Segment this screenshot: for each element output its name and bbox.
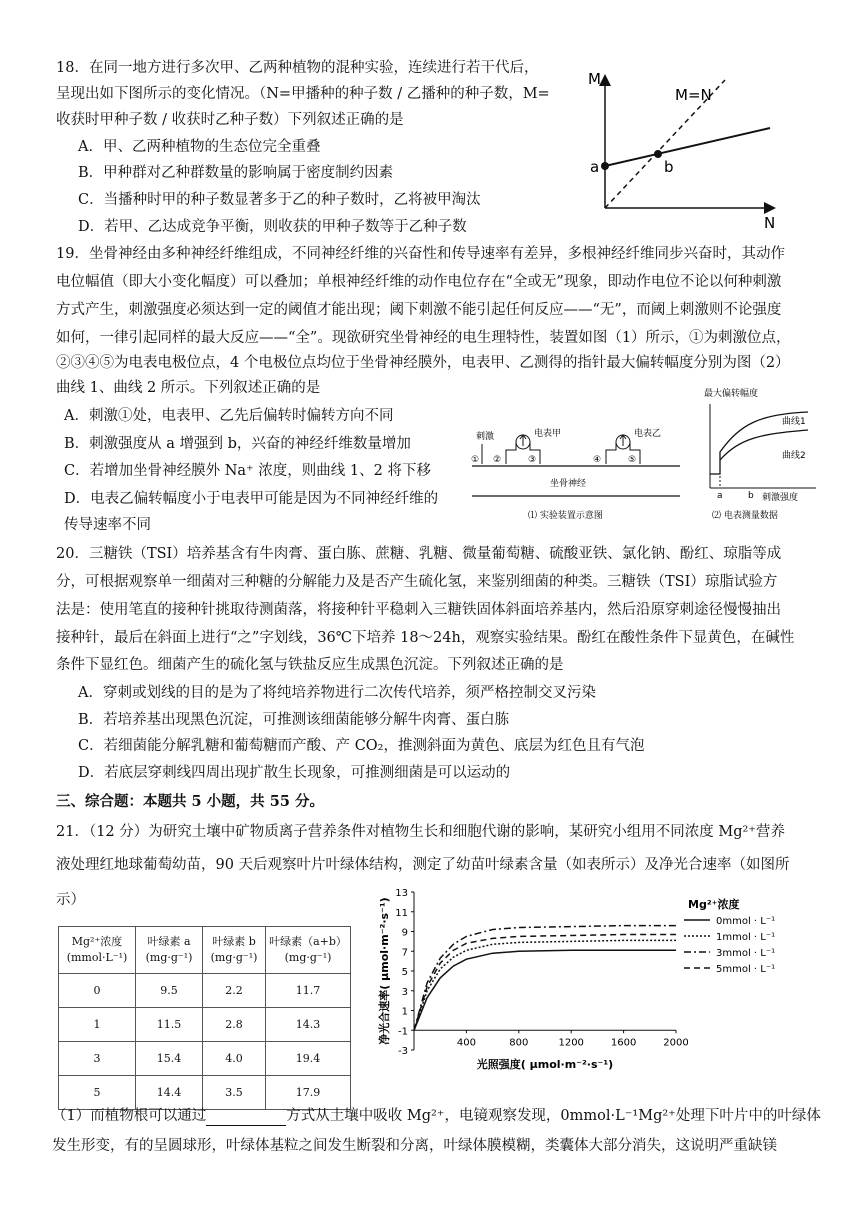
q19-option-c: C．若增加坐骨神经膜外 Na⁺ 浓度，则曲线 1、2 将下移 <box>64 463 431 479</box>
chlorophyll-table <box>58 926 351 1110</box>
q19-curve-figure <box>700 384 822 526</box>
table-header-row <box>59 927 351 974</box>
q20-line-3: 法是：使用笔直的接种针挑取待测菌落，将接种针平稳刺入三糖铁固体斜面培养基内，然后沿原穿刺途径慢慢抽出 <box>56 602 781 618</box>
point-5: ⑤ <box>628 455 637 465</box>
answer-blank[interactable] <box>206 1111 286 1126</box>
table-row: 3 15.4 4.0 19.4 <box>59 1042 351 1076</box>
point-2: ② <box>493 455 502 465</box>
x-tick-label: 400 <box>456 1037 476 1049</box>
q19-option-d-cont: 传导速率不同 <box>64 517 151 533</box>
x-axis-title: 光照强度( μmol·m⁻²·s⁻¹) <box>476 1058 614 1071</box>
section-3-heading: 三、综合题：本题共 5 小题，共 55 分。 <box>56 793 324 810</box>
y-tick-label: 3 <box>401 986 408 998</box>
graph-n-label: N <box>764 214 776 232</box>
legend-item: 5mmol · L⁻¹ <box>716 964 776 975</box>
table-header: 叶绿素（a+b） (mg·g⁻¹) <box>266 927 351 974</box>
y-tick-label: 7 <box>401 947 408 959</box>
series-line-3 <box>414 935 676 1031</box>
q19-apparatus-figure <box>468 424 690 524</box>
fig2-b: b <box>748 491 754 501</box>
q21-line-2: 液处理红地球葡萄幼苗，90 天后观察叶片叶绿体结构，测定了幼苗叶绿素含量（如表所示）及净光合速率（如图所 <box>56 857 790 873</box>
q18-option-d: D．若甲、乙达成竞争平衡，则收获的甲种子数等于乙种子数 <box>78 219 467 235</box>
q19-line-4: 如何，一律引起同样的最大反应——“全”。现欲研究坐骨神经的电生理特性，装置如图（1）所示，①为刺激位点， <box>56 330 791 346</box>
y-tick-label: -3 <box>398 1046 408 1057</box>
y-tick-label: 5 <box>401 967 408 978</box>
curve-2-label: 曲线2 <box>782 451 806 461</box>
x-tick-label: 1600 <box>610 1037 637 1049</box>
point-3: ③ <box>528 455 537 465</box>
stim-label: 刺激 <box>476 432 495 442</box>
x-tick-label: 2000 <box>663 1037 689 1049</box>
q19-line-6: 曲线 1、曲线 2 所示。下列叙述正确的是 <box>56 380 321 396</box>
fig2-a: a <box>717 491 723 501</box>
fig2-ylabel: 最大偏转幅度 <box>704 389 759 399</box>
meter-yi-label: 电表乙 <box>634 429 662 439</box>
q18-option-a: A．甲、乙两种植物的生态位完全重叠 <box>78 139 321 155</box>
q20-option-d: D．若底层穿刺线四周出现扩散生长现象，可推测细菌是可以运动的 <box>78 765 511 781</box>
q19-option-b: B．刺激强度从 a 增强到 b，兴奋的神经纤维数量增加 <box>64 436 411 452</box>
q18-graph <box>580 60 800 240</box>
q21-line-1: 21．（12 分）为研究土壤中矿物质离子营养条件对植物生长和细胞代谢的影响，某研究小组用不同浓度 Mg²⁺营养 <box>56 824 785 840</box>
graph-m-label: M <box>588 70 601 88</box>
curve-1-label: 曲线1 <box>782 417 806 427</box>
x-tick-label: 1200 <box>558 1037 584 1049</box>
q19-option-a: A．刺激①处，电表甲、乙先后偏转时偏转方向不同 <box>64 408 394 424</box>
table-header: 叶绿素 b (mg·g⁻¹) <box>203 927 266 974</box>
q20-option-a: A．穿刺或划线的目的是为了将纯培养物进行二次传代培养，须严格控制交叉污染 <box>78 685 596 701</box>
q18-option-b: B．甲种群对乙种群数量的影响属于密度制约因素 <box>78 165 394 181</box>
legend-item: 1mmol · L⁻¹ <box>716 932 776 943</box>
graph-b-label: b <box>664 158 674 176</box>
fig1-caption: ⑴ 实验装置示意图 <box>528 511 603 521</box>
legend-item: 3mmol · L⁻¹ <box>716 948 776 959</box>
table-header: 叶绿素 a (mg·g⁻¹) <box>136 927 203 974</box>
q18-line-2: 呈现出如下图所示的变化情况。（N=甲播种的种子数 / 乙播种的种子数，M= <box>56 86 550 102</box>
y-tick-label: 1 <box>401 1006 408 1018</box>
x-tick-label: 800 <box>509 1037 529 1049</box>
q21-sub1-line-1: （1）而植物根可以通过 方式从土壤中吸收 Mg²⁺，电镜观察发现，0mmol·L⁻¹Mg²⁺处理下叶片中的叶绿体 <box>52 1108 821 1124</box>
y-tick-label: -1 <box>398 1026 408 1038</box>
q21-line-3: 示） <box>56 892 85 908</box>
table-row: 5 14.4 3.5 17.9 <box>59 1076 351 1110</box>
q20-line-2: 分，可根据观察单一细菌对三种糖的分解能力及是否产生硫化氢，来鉴别细菌的种类。三糖铁（TSI）琼脂试验方 <box>56 574 778 590</box>
series-line-2 <box>414 926 676 1031</box>
photosynthesis-chart <box>370 880 810 1090</box>
q19-line-5: ②③④⑤为电表电极位点，4 个电极位点均位于坐骨神经膜外，电表甲、乙测得的指针最大偏转幅度分别为图（2） <box>56 355 790 371</box>
q18-line-1: 18．在同一地方进行多次甲、乙两种植物的混种实验，连续进行若干代后， <box>56 60 539 76</box>
nerve-label: 坐骨神经 <box>550 479 587 489</box>
q18-option-c: C．当播种时甲的种子数显著多于乙的种子数时，乙将被甲淘汰 <box>78 192 481 208</box>
meter-jia-label: 电表甲 <box>534 429 562 439</box>
graph-a-label: a <box>590 158 600 176</box>
legend-title: Mg²⁺浓度 <box>688 898 740 911</box>
table-header: Mg²⁺浓度 (mmol·L⁻¹) <box>59 927 136 974</box>
table-row: 0 9.5 2.2 11.7 <box>59 974 351 1008</box>
q19-line-1: 19．坐骨神经由多种神经纤维组成，不同神经纤维的兴奋性和传导速率有差异，多根神经纤维同步兴奋时，其动作 <box>56 246 785 262</box>
point-4: ④ <box>593 455 602 465</box>
q21-sub1-line-2: 发生形变，有的呈圆球形，叶绿体基粒之间发生断裂和分离，叶绿体膜模糊，类囊体大部分消失，这说明严重缺镁 <box>52 1138 777 1154</box>
fig2-caption: ⑵ 电表测量数据 <box>712 511 778 521</box>
q19-line-3: 方式产生，刺激强度必须达到一定的阈值才能出现；阈下刺激不能引起任何反应——“无”，而阈上刺激则不论强度 <box>56 302 782 318</box>
y-tick-label: 11 <box>395 907 408 919</box>
q20-line-4: 接种针，最后在斜面上进行“之”字划线，36℃下培养 18～24h，观察实验结果。酚红在酸性条件下显黄色，在碱性 <box>56 630 795 646</box>
q20-option-c: C．若细菌能分解乳糖和葡萄糖而产酸、产 CO₂，推测斜面为黄色、底层为红色且有气泡 <box>78 738 645 754</box>
legend-item: 0mmol · L⁻¹ <box>716 916 776 927</box>
q18-line-3: 收获时甲种子数 / 收获时乙种子数）下列叙述正确的是 <box>56 112 404 128</box>
q19-line-2: 电位幅值（即大小变化幅度）可以叠加；单根神经纤维的动作电位存在“全或无”现象，即动作电位不论以何种刺激 <box>56 274 782 290</box>
fig2-xlabel: 刺激强度 <box>762 493 799 503</box>
series-line-1 <box>414 940 676 1030</box>
y-tick-label: 13 <box>395 888 408 899</box>
y-tick-label: 9 <box>401 927 408 939</box>
y-axis-title: 净光合速率( μmol·m⁻²·s⁻¹) <box>378 897 391 1045</box>
q19-option-d: D．电表乙偏转幅度小于电表甲可能是因为不同神经纤维的 <box>64 491 439 507</box>
q20-line-5: 条件下显红色。细菌产生的硫化氢与铁盐反应生成黑色沉淀。下列叙述正确的是 <box>56 657 564 673</box>
q20-option-b: B．若培养基出现黑色沉淀，可推测该细菌能够分解牛肉膏、蛋白胨 <box>78 712 510 728</box>
table-row: 1 11.5 2.8 14.3 <box>59 1008 351 1042</box>
q20-line-1: 20．三糖铁（TSI）培养基含有牛肉膏、蛋白胨、蔗糖、乳糖、微量葡萄糖、硫酸亚铁、氯化钠、酚红、琼脂等成 <box>56 546 782 562</box>
point-1: ① <box>471 455 480 465</box>
graph-diag-label: M=N <box>675 86 712 104</box>
series-line-0 <box>414 950 676 1030</box>
